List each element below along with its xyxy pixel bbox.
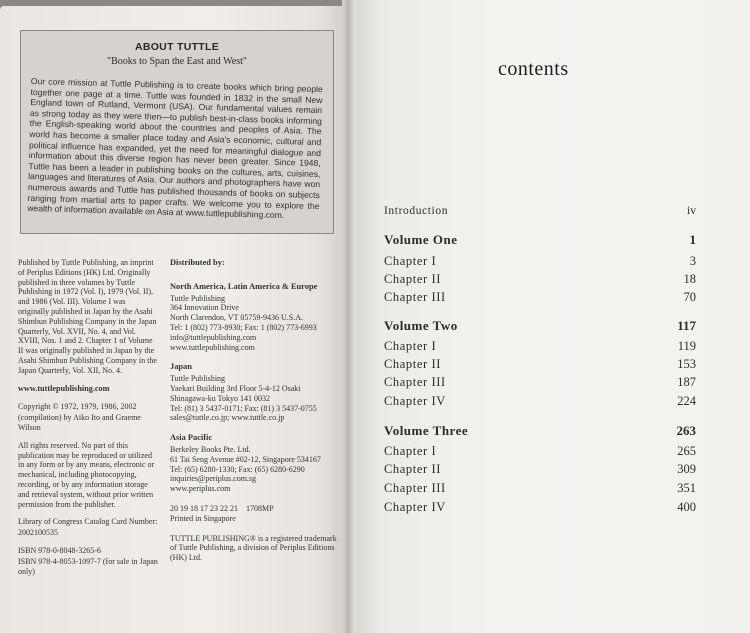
toc-label: Chapter I [384,444,437,458]
toc-page: 70 [683,290,696,304]
region-line: www.tuttlepublishing.com [170,342,255,352]
toc-label: Chapter III [384,290,446,304]
toc-page: 224 [677,394,696,408]
toc-label: Chapter II [384,357,442,371]
region-asia-pacific [170,433,342,494]
toc-row [384,357,696,372]
toc-row [384,232,696,248]
toc-page: 400 [677,500,696,514]
region-line: inquiries@periplus.com.sg [170,474,257,484]
copyright-notice-line2: (compilation) by Aiko Ito and Graeme Wilson [18,413,141,432]
toc-row [384,394,696,409]
region-line: North Clarendon, VT 05759-9436 U.S.A. [170,313,304,323]
toc-page: 153 [677,357,696,371]
toc-label: Chapter IV [384,500,446,514]
toc-row [384,339,696,354]
region-line: 364 Innovation Drive [170,303,239,313]
book-gutter [342,0,356,633]
toc-page: 265 [677,444,696,458]
distributed-by-heading: Distributed by: [170,258,225,267]
toc-label: Chapter IV [384,394,446,408]
region-name: North America, Latin America & Europe [170,281,318,291]
toc-row [384,254,696,269]
print-code: 1708MP [246,503,274,513]
toc-row [384,444,696,459]
about-tuttle-box [20,30,334,234]
region-japan [170,362,342,423]
toc-label: Chapter III [384,481,446,495]
toc-page: 187 [677,375,696,389]
toc-label: Chapter II [384,462,442,476]
toc-page: 1 [689,232,696,247]
toc-row [384,481,696,496]
loc-line2: 2002100535 [18,528,58,538]
region-name: Japan [170,362,192,372]
region-line: sales@tuttle.co.jp; www.tuttle.co.jp [170,413,285,423]
loc-line1: Library of Congress Catalog Card Number: [18,517,158,527]
toc-row [384,375,696,390]
toc-row [384,205,696,217]
toc-label: Introduction [384,205,449,217]
about-subtitle: "Books to Span the East and West" [107,56,247,67]
region-north-america [170,282,342,353]
toc-page: iv [687,205,696,217]
region-line: Tel: (65) 6280-1330; Fax: (65) 6280-6290 [170,464,305,474]
toc-label: Volume Two [384,318,458,333]
right-page [350,0,750,633]
toc-page: 351 [677,481,696,495]
isbn-1: ISBN 978-0-8048-3265-6 [18,545,101,555]
toc-label: Chapter I [384,254,437,268]
toc-label: Chapter I [384,339,437,353]
region-line: Tel: (81) 3 5437-0171; Fax: (81) 3 5437-0755 [170,403,317,413]
published-by-text: Published by Tuttle Publishing, an imprint of Periplus Editions (HK) Ltd. Originally published in three volumes by Tuttle Publishing in 1972 (Vol. I), 1979 (Vol. II), and 1986 (Vol. III). Volume I was originally published in Japan by the Asahi Shimbun Publishing Company in the Japan Quarterly, Vol. XVII, No. 4, and Vol. XVIII, Nos. 1 and 2. Chapter 1 of Volume II was originally published in Japan by the Asahi Shimbun Publishing Company in the Japan Quarterly, Vol. XII, No. 4. [18,258,157,375]
toc-row [384,318,696,334]
toc-row [384,272,696,287]
region-line: 61 Tai Seng Avenue #02-12, Singapore 534167 [170,454,321,464]
toc-row [384,500,696,515]
distribution-column [170,258,342,563]
toc-page: 263 [676,423,696,438]
contents-title: contents [498,58,569,80]
region-line: Berkeley Books Pte. Ltd. [170,444,251,454]
toc-page: 117 [677,318,696,333]
toc-row [384,423,696,439]
toc-page: 18 [683,272,696,286]
region-line: Tuttle Publishing [170,374,226,384]
region-line: Tel: 1 (802) 773-8930; Fax: 1 (802) 773-6993 [170,322,317,332]
toc-page: 309 [677,462,696,476]
print-numbers: 20 19 18 17 23 22 21 [170,503,238,513]
toc-row [384,290,696,305]
region-line: Shinagawa-ku Tokyo 141 0032 [170,393,270,403]
about-body: Our core mission at Tuttle Publishing is to create books which bring people together one page at a time. Tuttle was founded in 1832 in the small New England town of Rutland, Vermont (USA). Our fundamental values remain as strong today as they were then—to publish best-in-class books informing the English-speaking world about the countries and peoples of Asia. The world has become a smaller place today and Asia's economic, cultural and political influence has expanded, yet the need for meaningful dialogue and information about this diverse region has never been greater. Since 1948, Tuttle has been a leader in publishing books on the cultures, arts, cuisines, languages and literatures of Asia. Our authors and photographers have won numerous awards and Tuttle has published thousands of books on subjects ranging from martial arts to paper crafts. We welcome you to explore the wealth of information available on Asia at www.tuttlepublishing.com. [27,76,323,221]
region-line: Yaekari Building 3rd Floor 5-4-12 Osaki [170,383,301,393]
region-line: Tuttle Publishing [170,293,226,303]
toc-label: Volume Three [384,423,469,438]
copyright-notice-line1: Copyright © 1972, 1979, 1986, 2002 [18,402,137,412]
toc-page: 119 [677,339,696,353]
isbn-2: ISBN 978-4-8053-1097-7 (for sale in Japan only) [18,556,158,576]
about-title: ABOUT TUTTLE [134,41,220,53]
toc-label: Chapter III [384,375,446,389]
print-line [170,504,342,514]
trademark-text: TUTTLE PUBLISHING® is a registered trademark of Tuttle Publishing, a division of Periplus Editions (HK) Ltd. [170,533,337,563]
toc-label: Volume One [384,232,458,247]
printed-in: Printed in Singapore [170,513,236,523]
toc-label: Chapter II [384,272,442,286]
region-line: www.periplus.com [170,484,231,494]
region-line: info@tuttlepublishing.com [170,332,257,342]
toc-page: 3 [689,254,696,268]
region-name: Asia Pacific [170,433,213,443]
rights-text: All rights reserved. No part of this publication may be reproduced or utilized in any form or by any means, electronic or mechanical, including photocopying, recording, or by any information storage and retrieval system, without prior written permission from the publisher. [18,440,155,509]
toc-row [384,462,696,477]
website-text: www.tuttlepublishing.com [18,383,110,393]
copyright-column [18,258,158,584]
